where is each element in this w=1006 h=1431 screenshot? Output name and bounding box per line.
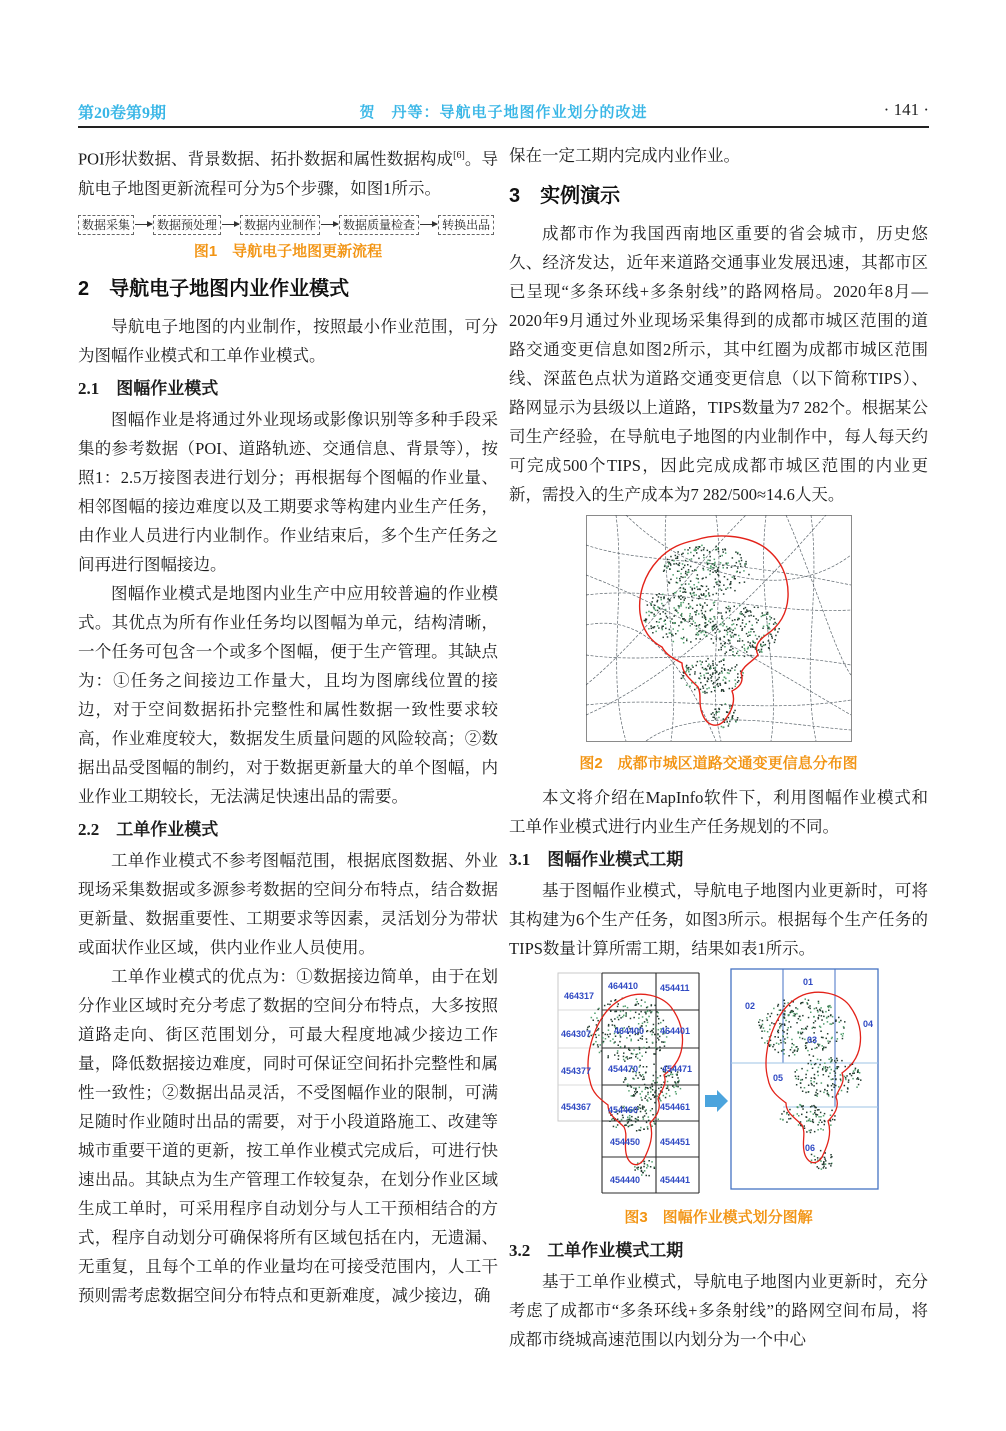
flow-step-box: 转换出品 [438, 215, 494, 235]
paragraph: 基于工单作业模式，导航电子地图内业更新时，充分考虑了成都市“多条环线+多条射线”的路网空间布局，将成都市绕城高速范围以内划分为一个中心 [509, 1272, 928, 1349]
paragraph: 基于图幅作业模式，导航电子地图内业更新时，可将其构建为6个生产任务，如图3所示。根据每个生产任务的TIPS数量计算所需工期，结果如表1所示。 [509, 881, 928, 958]
paragraph-carryover: 保在一定工期内完成内业作业。 [509, 146, 740, 165]
sheet-label: 454367 [561, 1102, 592, 1112]
flow-arrow-icon [222, 224, 239, 225]
citation-mark: [6] [453, 150, 465, 161]
sheet-label: 454461 [660, 1102, 691, 1112]
figure3-task-panel [729, 967, 881, 1193]
figure1-flow-diagram [78, 215, 498, 235]
paragraph: 本文将介绍在MapInfo软件下，利用图幅作业模式和工单作业模式进行内业生产任务规划的不同。 [509, 788, 928, 836]
flow-step-box: 数据预处理 [153, 215, 221, 235]
flow-step-box: 数据内业制作 [240, 215, 320, 235]
running-title: 贺 丹等：导航电子地图作业划分的改进 [359, 105, 648, 121]
tips-cluster [587, 998, 682, 1177]
task-label: 02 [745, 1001, 756, 1011]
right-column [509, 141, 928, 1354]
sheet-label: 464410 [608, 981, 639, 991]
task-label: 06 [805, 1143, 816, 1153]
task-label: 03 [807, 1035, 818, 1045]
task-label: 05 [773, 1073, 784, 1083]
sheet-label: 464401 [660, 1026, 691, 1036]
figure1-caption: 图1 导航电子地图更新流程 [193, 242, 383, 260]
figure2-caption: 图2 成都市城区道路交通变更信息分布图 [579, 755, 858, 772]
flow-arrow-icon [321, 224, 338, 225]
paragraph: 成都市作为我国西南地区重要的省会城市，历史悠久、经济发达，近年来道路交通事业发展迅速，其都市区已呈现“多条环线+多条射线”的路网格局。2020年8月—2020年9月通过外业现场采集得到的成都市城区范围的道路交通变更信息如图2所示，其中红圈为成都市城区范围线、深蓝色点状为道路交通变更信息（以下简称TIPS）、路网显示为县级以上道路，TIPS数量为7 282个。根据某公司生产经验，在导航电子地图的内业制作中，每人每天约可完成500个TIPS，因此完成成都市城区范围的内业更新，需投入的生产成本为7 282/500≈14.6人天。 [509, 224, 928, 504]
sheet-label: 454411 [660, 983, 690, 993]
section-3-heading: 3 实例演示 [509, 185, 621, 207]
section-2-2-heading: 2.2 工单作业模式 [78, 819, 219, 839]
section-2-heading: 2 导航电子地图内业作业模式 [78, 277, 350, 300]
flow-arrow-icon [135, 224, 152, 225]
volume-issue: 第20卷第9期 [78, 105, 167, 122]
sheet-label: 454460 [608, 1105, 639, 1115]
paragraph: 图幅作业是将通过外业现场或影像识别等多种手段采集的参考数据（POI、道路轨迹、交通信息、背景等），按照1：2.5万接图表进行划分；再根据每个图幅的作业量、相邻图幅的接边难度以及工期要求等构建内业生产任务，由作业人员进行内业制作。作业结束后，多个生产任务之间再进行图幅接边。 [78, 409, 498, 574]
paragraph-intro [78, 141, 498, 203]
figure3-sheet-grid-panel [556, 967, 703, 1201]
flow-arrow-icon [420, 224, 437, 225]
flow-step-box: 数据采集 [78, 215, 134, 235]
paragraph: 工单作业模式的优点为：①数据接边简单，由于在划分作业区域时充分考虑了数据的空间分布特点，大多按照道路走向、街区范围划分，可最大程度地减少接边工作量，降低数据接边难度，同时可保证空间拓扑完整性和属性一致性；②数据出品灵活，不受图幅作业的限制，可满足随时作业随时出品的需要，对于小段道路施工、改建等城市重要干道的更新，按工单作业模式完成后，可进行快速出品。其缺点为生产管理工作较复杂，在划分作业区域生成工单时，可采用程序自动划分与人工干预相结合的方式，程序自动划分可确保将所有区域包括在内，无遗漏、无重复，且每个工单的作业量均在可接受范围内，人工干预则需考虑数据空间分布特点和更新难度，减少接边，确 [78, 966, 498, 1305]
sheet-label: 454451 [660, 1137, 691, 1147]
sheet-label: 464400 [614, 1026, 645, 1036]
transform-arrow-icon [703, 1007, 729, 1127]
paragraph: 图幅作业模式是地图内业生产中应用较普遍的作业模式。其优点为所有作业任务均以图幅为单元，结构清晰，一个任务可包含一个或多个图幅，便于生产管理。其缺点为：①任务之间接边工作量大，且均为图廓线位置的接边，对于空间数据拓扑完整性和属性数据一致性要求较高，作业难度较大，数据发生质量问题的风险较高；②数据出品受图幅的制约，对于数据更新量大的单个图幅，内业作业工期较长，无法满足快速出品的需要。 [78, 583, 498, 806]
section-3-2-heading: 3.2 工单作业模式工期 [509, 1241, 684, 1260]
sheet-label: 454441 [660, 1175, 691, 1185]
paragraph: 导航电子地图的内业制作，按照最小作业范围，可分为图幅作业模式和工单作业模式。 [78, 316, 498, 365]
section-2-1-heading: 2.1 图幅作业模式 [78, 378, 219, 398]
sheet-label: 464307 [561, 1029, 592, 1039]
intro-text-cont: 。导航电子地图更新流程可分为5个步骤，如图1所示。 [78, 149, 498, 198]
page-header [78, 100, 929, 128]
sheet-label: 454470 [608, 1064, 639, 1074]
sheet-label: 454440 [610, 1175, 641, 1185]
section-3-1-heading: 3.1 图幅作业模式工期 [509, 850, 684, 869]
flow-step-box: 数据质量检查 [339, 215, 419, 235]
figure3-caption: 图3 图幅作业模式划分图解 [624, 1209, 813, 1226]
task-label: 01 [803, 977, 814, 987]
paragraph: 工单作业模式不参考图幅范围，根据底图数据、外业现场采集数据或多源参考数据的空间分布特点，结合数据更新量、数据重要性、工期要求等因素，灵活划分为带状或面状作业区域，供内业作业人员使用。 [78, 850, 498, 957]
sheet-label: 454450 [610, 1137, 641, 1147]
task-labels [745, 977, 873, 1153]
sheet-label: 454471 [662, 1064, 693, 1074]
sheet-label: 464317 [564, 991, 595, 1001]
figure3 [509, 967, 928, 1201]
page-number: · 141 · [883, 100, 929, 119]
task-label: 04 [863, 1019, 874, 1029]
intro-text: POI形状数据、背景数据、拓扑数据和属性数据构成 [78, 149, 454, 169]
sheet-label: 454377 [561, 1066, 592, 1076]
figure2-map [586, 515, 852, 742]
figure2 [509, 515, 928, 747]
left-column [78, 141, 498, 1310]
